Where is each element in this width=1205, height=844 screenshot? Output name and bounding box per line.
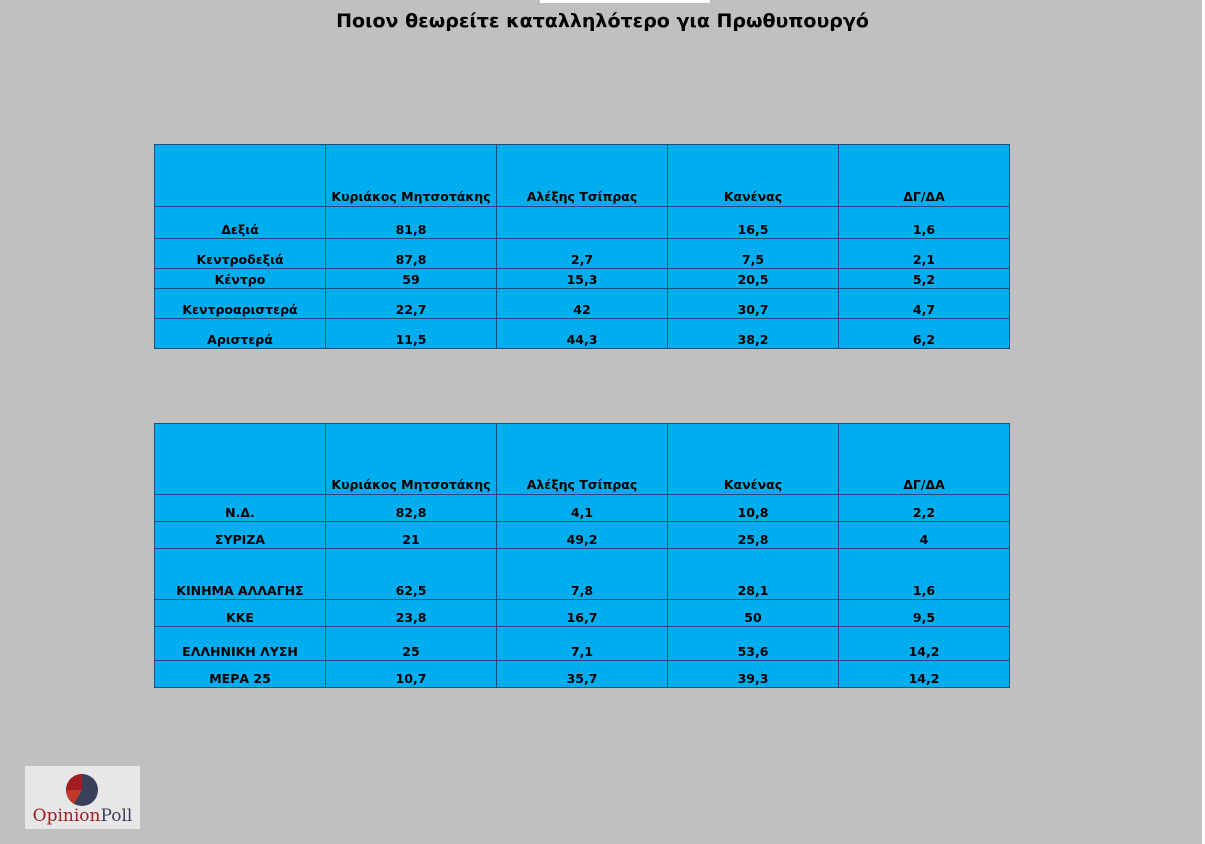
value-cell: 2,7	[497, 239, 668, 269]
value-cell: 39,3	[668, 661, 839, 688]
header-cell: ΔΓ/ΔΑ	[839, 145, 1010, 207]
value-cell: 4,7	[839, 289, 1010, 319]
header-cell	[155, 424, 326, 495]
table-row	[155, 289, 1010, 319]
row-label: Αριστερά	[155, 319, 326, 349]
value-cell: 15,3	[497, 269, 668, 289]
value-cell: 59	[326, 269, 497, 289]
value-cell: 42	[497, 289, 668, 319]
value-cell: 53,6	[668, 627, 839, 661]
ideology-table	[154, 144, 1010, 349]
value-cell: 10,8	[668, 495, 839, 522]
chart-title: Ποιον θεωρείτε καταλληλότερο για Πρωθυπουργό	[336, 10, 869, 32]
value-cell: 2,1	[839, 239, 1010, 269]
row-label: Δεξιά	[155, 207, 326, 239]
row-label: Κεντροαριστερά	[155, 289, 326, 319]
value-cell: 9,5	[839, 600, 1010, 627]
logo-text-poll: Poll	[100, 806, 133, 826]
value-cell: 1,6	[839, 207, 1010, 239]
header-cell: Κανένας	[668, 424, 839, 495]
value-cell: 7,5	[668, 239, 839, 269]
row-label: ΚΙΝΗΜΑ ΑΛΛΑΓΗΣ	[155, 549, 326, 600]
value-cell: 4,1	[497, 495, 668, 522]
value-cell: 2,2	[839, 495, 1010, 522]
value-cell: 22,7	[326, 289, 497, 319]
value-cell: 10,7	[326, 661, 497, 688]
row-label: Κεντροδεξιά	[155, 239, 326, 269]
header-cell: Κανένας	[668, 145, 839, 207]
table-row	[155, 627, 1010, 661]
row-label: Ν.Δ.	[155, 495, 326, 522]
value-cell: 38,2	[668, 319, 839, 349]
row-label: Κέντρο	[155, 269, 326, 289]
value-cell: 28,1	[668, 549, 839, 600]
row-label: ΕΛΛΗΝΙΚΗ ΛΥΣΗ	[155, 627, 326, 661]
table-row	[155, 269, 1010, 289]
value-cell: 16,5	[668, 207, 839, 239]
value-cell: 87,8	[326, 239, 497, 269]
table-row	[155, 239, 1010, 269]
table-row	[155, 549, 1010, 600]
header-cell: Κυριάκος Μητσοτάκης	[326, 145, 497, 207]
table-header-row	[155, 424, 1010, 495]
row-label: ΚΚΕ	[155, 600, 326, 627]
value-cell: 49,2	[497, 522, 668, 549]
value-cell: 14,2	[839, 627, 1010, 661]
table-row	[155, 319, 1010, 349]
header-cell	[155, 145, 326, 207]
table-row	[155, 522, 1010, 549]
value-cell: 20,5	[668, 269, 839, 289]
table-row	[155, 600, 1010, 627]
logo-circle-icon	[63, 771, 101, 809]
value-cell: 81,8	[326, 207, 497, 239]
opinionpoll-logo	[25, 766, 140, 829]
party-table	[154, 423, 1010, 688]
value-cell: 23,8	[326, 600, 497, 627]
value-cell: 7,1	[497, 627, 668, 661]
value-cell: 14,2	[839, 661, 1010, 688]
table-row	[155, 207, 1010, 239]
row-label: ΣΥΡΙΖΑ	[155, 522, 326, 549]
value-cell: 50	[668, 600, 839, 627]
table-header-row	[155, 145, 1010, 207]
value-cell: 7,8	[497, 549, 668, 600]
value-cell: 25	[326, 627, 497, 661]
value-cell: 6,2	[839, 319, 1010, 349]
header-cell: Αλέξης Τσίπρας	[497, 145, 668, 207]
value-cell: 62,5	[326, 549, 497, 600]
logo-text-opinion: Opinion	[32, 806, 101, 826]
value-cell: 21	[326, 522, 497, 549]
header-cell: Κυριάκος Μητσοτάκης	[326, 424, 497, 495]
value-cell: 4	[839, 522, 1010, 549]
table-row	[155, 661, 1010, 688]
table-row	[155, 495, 1010, 522]
value-cell	[497, 207, 668, 239]
value-cell: 16,7	[497, 600, 668, 627]
value-cell: 44,3	[497, 319, 668, 349]
value-cell: 35,7	[497, 661, 668, 688]
row-label: ΜΕΡΑ 25	[155, 661, 326, 688]
header-cell: ΔΓ/ΔΑ	[839, 424, 1010, 495]
value-cell: 1,6	[839, 549, 1010, 600]
value-cell: 30,7	[668, 289, 839, 319]
value-cell: 11,5	[326, 319, 497, 349]
value-cell: 82,8	[326, 495, 497, 522]
top-edge-strip	[540, 0, 710, 3]
header-cell: Αλέξης Τσίπρας	[497, 424, 668, 495]
value-cell: 5,2	[839, 269, 1010, 289]
logo-wordmark	[25, 806, 140, 826]
value-cell: 25,8	[668, 522, 839, 549]
